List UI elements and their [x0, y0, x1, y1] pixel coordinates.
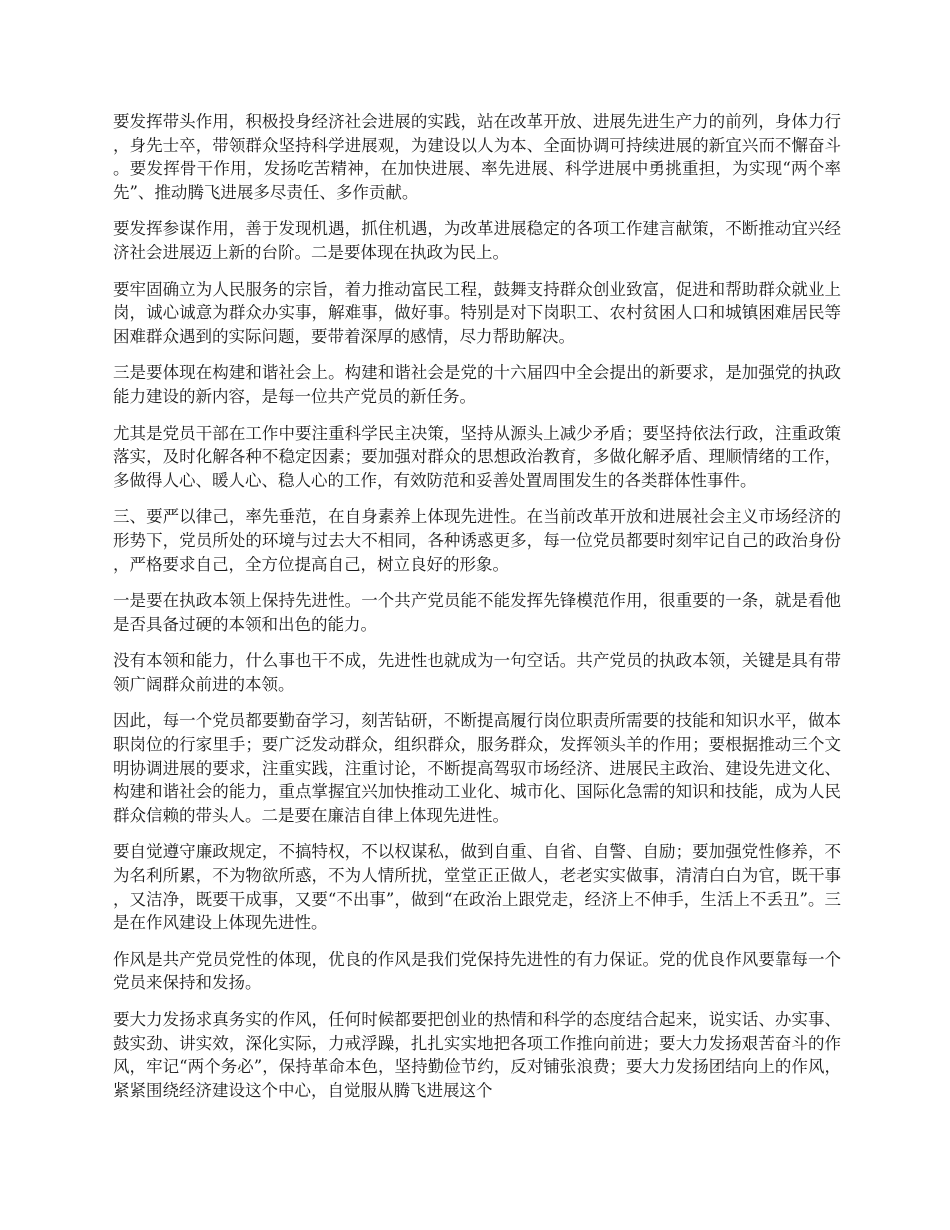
paragraph: 要大力发扬求真务实的作风，任何时候都要把创业的热情和科学的态度结合起来，说实话、办实事、鼓实劲、讲实效，深化实际，力戒浮躁，扎扎实实地把各项工作推向前进；要大力发扬艰苦奋斗的作风，牢记“两个务必”，保持革命本色，坚持勤俭节约，反对铺张浪费；要大力发扬团结向上的作风，紧紧围绕经济建设这个中心，自觉服从腾飞进展这个: [113, 1010, 841, 1100]
document-body: [113, 110, 841, 1115]
paragraph: 要自觉遵守廉政规定，不搞特权，不以权谋私，做到自重、自省、自警、自励；要加强党性修养，不为名利所累，不为物欲所惑，不为人情所扰，堂堂正正做人，老老实实做事，清清白白为官，既干事，又洁净，既要干成事，又要“不出事”，做到“在政治上跟党走，经济上不伸手，生活上不丢丑”。三是在作风建设上体现先进性。: [113, 842, 841, 933]
paragraph: 作风是共产党员党性的体现，优良的作风是我们党保持先进性的有力保证。党的优良作风要靠每一个党员来保持和发扬。: [113, 949, 841, 993]
paragraph: 要牢固确立为人民服务的宗旨，着力推动富民工程，鼓舞支持群众创业致富，促进和帮助群众就业上岗，诚心诚意为群众办实事，解难事，做好事。特别是对下岗职工、农村贫困人口和城镇困难居民等困难群众遇到的实际问题，要带着深厚的感情，尽力帮助解决。: [113, 279, 841, 346]
paragraph: 要发挥参谋作用，善于发现机遇，抓住机遇，为改革进展稳定的各项工作建言献策，不断推动宜兴经济社会进展迈上新的台阶。二是要体现在执政为民上。: [113, 219, 841, 262]
paragraph: 没有本领和能力，什么事也干不成，先进性也就成为一句空话。共产党员的执政本领，关键是具有带领广阔群众前进的本领。: [113, 651, 841, 694]
paragraph: 尤其是党员干部在工作中要注重科学民主决策，坚持从源头上减少矛盾；要坚持依法行政，注重政策落实，及时化解各种不稳定因素；要加强对群众的思想政治教育，多做化解矛盾、理顺情绪的工作，多做得人心、暖人心、稳人心的工作，有效防范和妥善处置周围发生的各类群体性事件。: [113, 423, 841, 490]
paragraph: 因此，每一个党员都要勤奋学习，刻苦钻研，不断提高履行岗位职责所需要的技能和知识水平，做本职岗位的行家里手；要广泛发动群众，组织群众，服务群众，发挥领头羊的作用；要根据推动三个文明协调进展的要求，注重实践，注重讨论，不断提高驾驭市场经济、进展民主政治、建设先进文化、构建和谐社会的能力，重点掌握宜兴加快推动工业化、城市化、国际化急需的知识和技能，成为人民群众信赖的带头人。二是要在廉洁自律上体现先进性。: [113, 711, 841, 825]
paragraph: 三是要体现在构建和谐社会上。构建和谐社会是党的十六届四中全会提出的新要求，是加强党的执政能力建设的新内容，是每一位共产党员的新任务。: [113, 363, 841, 406]
paragraph: 要发挥带头作用，积极投身经济社会进展的实践，站在改革开放、进展先进生产力的前列，身体力行，身先士卒，带领群众坚持科学进展观，为建设以人为本、全面协调可持续进展的新宜兴而不懈奋斗。要发挥骨干作用，发扬吃苦精神，在加快进展、率先进展、科学进展中勇挑重担，为实现“两个率先”、推动腾飞进展多尽责任、多作贡献。: [113, 112, 841, 202]
paragraph: 一是要在执政本领上保持先进性。一个共产党员能不能发挥先锋模范作用，很重要的一条，就是看他是否具备过硬的本领和出色的能力。: [113, 591, 841, 634]
paragraph: 三、要严以律己，率先垂范，在自身素养上体现先进性。在当前改革开放和进展社会主义市场经济的形势下，党员所处的环境与过去大不相同，各种诱惑更多，每一位党员都要时刻牢记自己的政治身份，严格要求自己，全方位提高自己，树立良好的形象。: [113, 507, 841, 574]
